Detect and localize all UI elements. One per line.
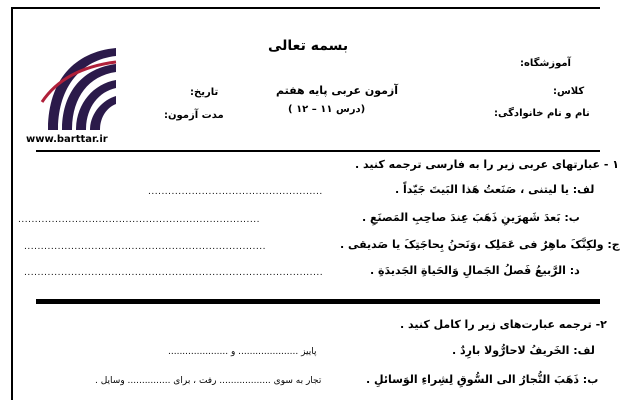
section1-title: ١ - عبارتهای عربی زیر را به فارسی ترجمه کنید . — [355, 158, 619, 171]
header-divider — [36, 150, 600, 152]
s2-item-a-fill[interactable]: پاییز ..................... و ..................... — [168, 347, 317, 357]
s1-item-b-answer[interactable]: ........................................................................ — [18, 215, 260, 225]
class-label: کلاس: — [553, 86, 585, 97]
s1-item-d: د: الرَّبیعُ فَصلُ الجَمالِ وَالحَیاةِ الجَدیدَةِ . — [370, 264, 580, 277]
school-label: آموزشگاه: — [520, 58, 571, 69]
website-url[interactable]: www.barttar.ir — [26, 134, 108, 145]
s2-item-a: لف: الخَریفُ لاحارُّولا بارِدٌ . — [452, 344, 595, 357]
s1-item-d-answer[interactable]: ......................................................................................... — [24, 268, 324, 278]
exam-title: آزمون عربی پایه هفتم — [276, 84, 399, 97]
s2-item-b-fill[interactable]: تجار به سوی .................. رفت ، برای ............... وسایل . — [95, 376, 322, 386]
s1-item-a-answer[interactable]: .................................................... — [148, 187, 323, 197]
s1-item-c-answer[interactable]: ........................................................................ — [24, 242, 266, 252]
section2-title: ٢- ترجمه عبارت‌های زیر را کامل کنید . — [400, 318, 607, 331]
barttar-logo-icon — [38, 42, 118, 132]
s1-item-a: لف: یا لیتنی ، صَنَعتُ هَذا البَیتَ جَیّداً . — [395, 183, 595, 196]
bismillah-title: بسمه تعالی — [268, 38, 349, 54]
duration-label: مدت آزمون: — [164, 110, 224, 121]
s1-item-b: ب: بَعدَ شَهرَینِ ذَهَبَ عِندَ صاحِبِ المَصنَعِ . — [362, 211, 580, 224]
s1-item-c: ج: ولکِنَّکَ ماهِرٌ فی عَمَلِک ،وَنَحنُ بِحاجَتِکَ یا صَدیقی . — [340, 238, 620, 251]
student-name-label: نام و نام خانوادگی: — [494, 108, 590, 119]
date-label: تاریخ: — [190, 87, 219, 98]
section-divider — [36, 299, 600, 304]
s2-item-b: ب: ذَهَبَ التُّجارُ الی السُّوقِ لِشِراءِ الوَسائلِ . — [366, 373, 599, 386]
lessons-range: (درس ١١ – ١٢ ) — [288, 104, 366, 115]
